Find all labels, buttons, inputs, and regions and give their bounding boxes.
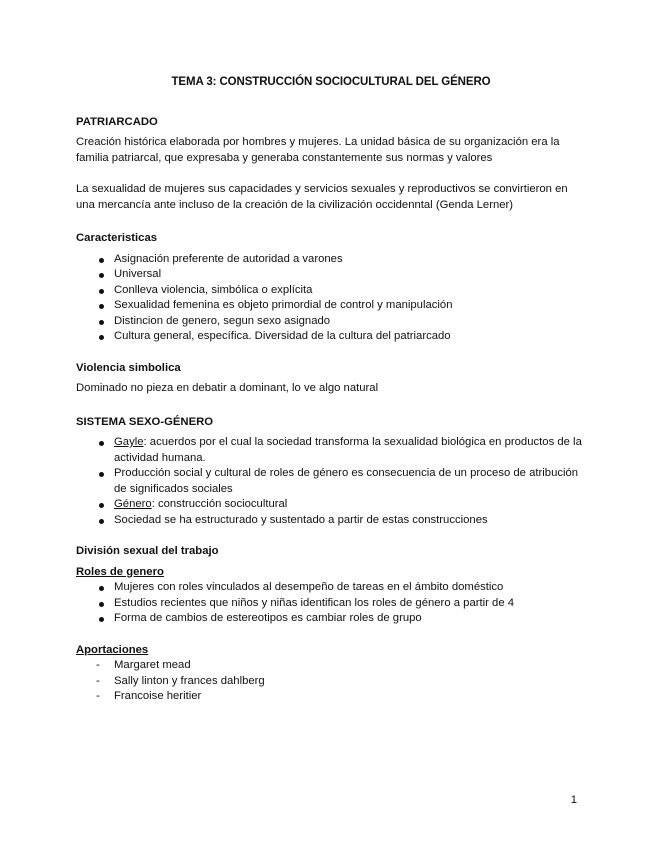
heading-roles-genero: Roles de genero (76, 565, 164, 578)
list-item: Conlleva violencia, simbólica o explícita (76, 283, 586, 299)
heading-caracteristicas: Caracteristicas (76, 232, 158, 244)
list-item: Sociedad se ha estructurado y sustentado a partir de estas construcciones (76, 513, 586, 529)
paragraph-patriarcado-definition: Creación histórica elaborada por hombres y mujeres. La unidad básica de su organización era la familia patriarcal, que expresaba y generaba constantemente sus normas y valores (76, 136, 560, 164)
document-title: TEMA 3: CONSTRUCCIÓN SOCIOCULTURAL DEL GÉNERO (171, 76, 491, 88)
list-item (76, 497, 586, 513)
list-item: Forma de cambios de estereotipos es cambiar roles de grupo (76, 611, 586, 627)
list-item: Distincion de genero, segun sexo asignado (76, 314, 586, 330)
term-gayle: Gayle (114, 436, 144, 448)
heading-violencia-simbolica: Violencia simbolica (76, 361, 181, 374)
list-item: Cultura general, específica. Diversidad de la cultura del patriarcado (76, 329, 586, 345)
paragraph-violencia: Dominado no pieza en debatir a dominant, lo ve algo natural (76, 382, 379, 394)
list-item: Producción social y cultural de roles de género es consecuencia de un proceso de atribución de significados sociales (76, 466, 586, 497)
heading-patriarcado: PATRIARCADO (76, 115, 158, 128)
aportaciones-list (76, 658, 586, 705)
list-item: Estudios recientes que niños y niñas identifican los roles de género a partir de 4 (76, 596, 586, 612)
list-item: - Sally linton y frances dahlberg (76, 674, 586, 690)
roles-list (76, 580, 586, 627)
list-item: - Francoise heritier (76, 689, 586, 705)
list-item: Mujeres con roles vinculados al desempeño de tareas en el ámbito doméstico (76, 580, 586, 596)
page-number: 1 (570, 794, 577, 806)
heading-division-sexual: División sexual del trabajo (76, 545, 219, 557)
item-text: : construcción sociocultural (151, 498, 288, 510)
term-genero: Género (114, 498, 152, 510)
list-item: Sexualidad femenina es objeto primordial de control y manipulación (76, 298, 586, 314)
item-text: : acuerdos por el cual la sociedad transforma la sexualidad biológica en productos de la actividad humana. (114, 436, 582, 464)
caracteristicas-list (76, 252, 586, 345)
heading-sistema-sexo-genero: SISTEMA SEXO-GÉNERO (76, 415, 214, 428)
document-body (76, 75, 586, 721)
heading-aportaciones: Aportaciones (76, 643, 149, 656)
list-item: - Margaret mead (76, 658, 586, 674)
sistema-list (76, 435, 586, 528)
list-item: Universal (76, 267, 586, 283)
list-item (76, 435, 586, 466)
paragraph-sexualidad: La sexualidad de mujeres sus capacidades y servicios sexuales y reproductivos se convirtieron en una mercancía ante incluso de la creación de la civilización occidenntal (Genda Lerner) (76, 183, 568, 211)
list-item: Asignación preferente de autoridad a varones (76, 252, 586, 268)
